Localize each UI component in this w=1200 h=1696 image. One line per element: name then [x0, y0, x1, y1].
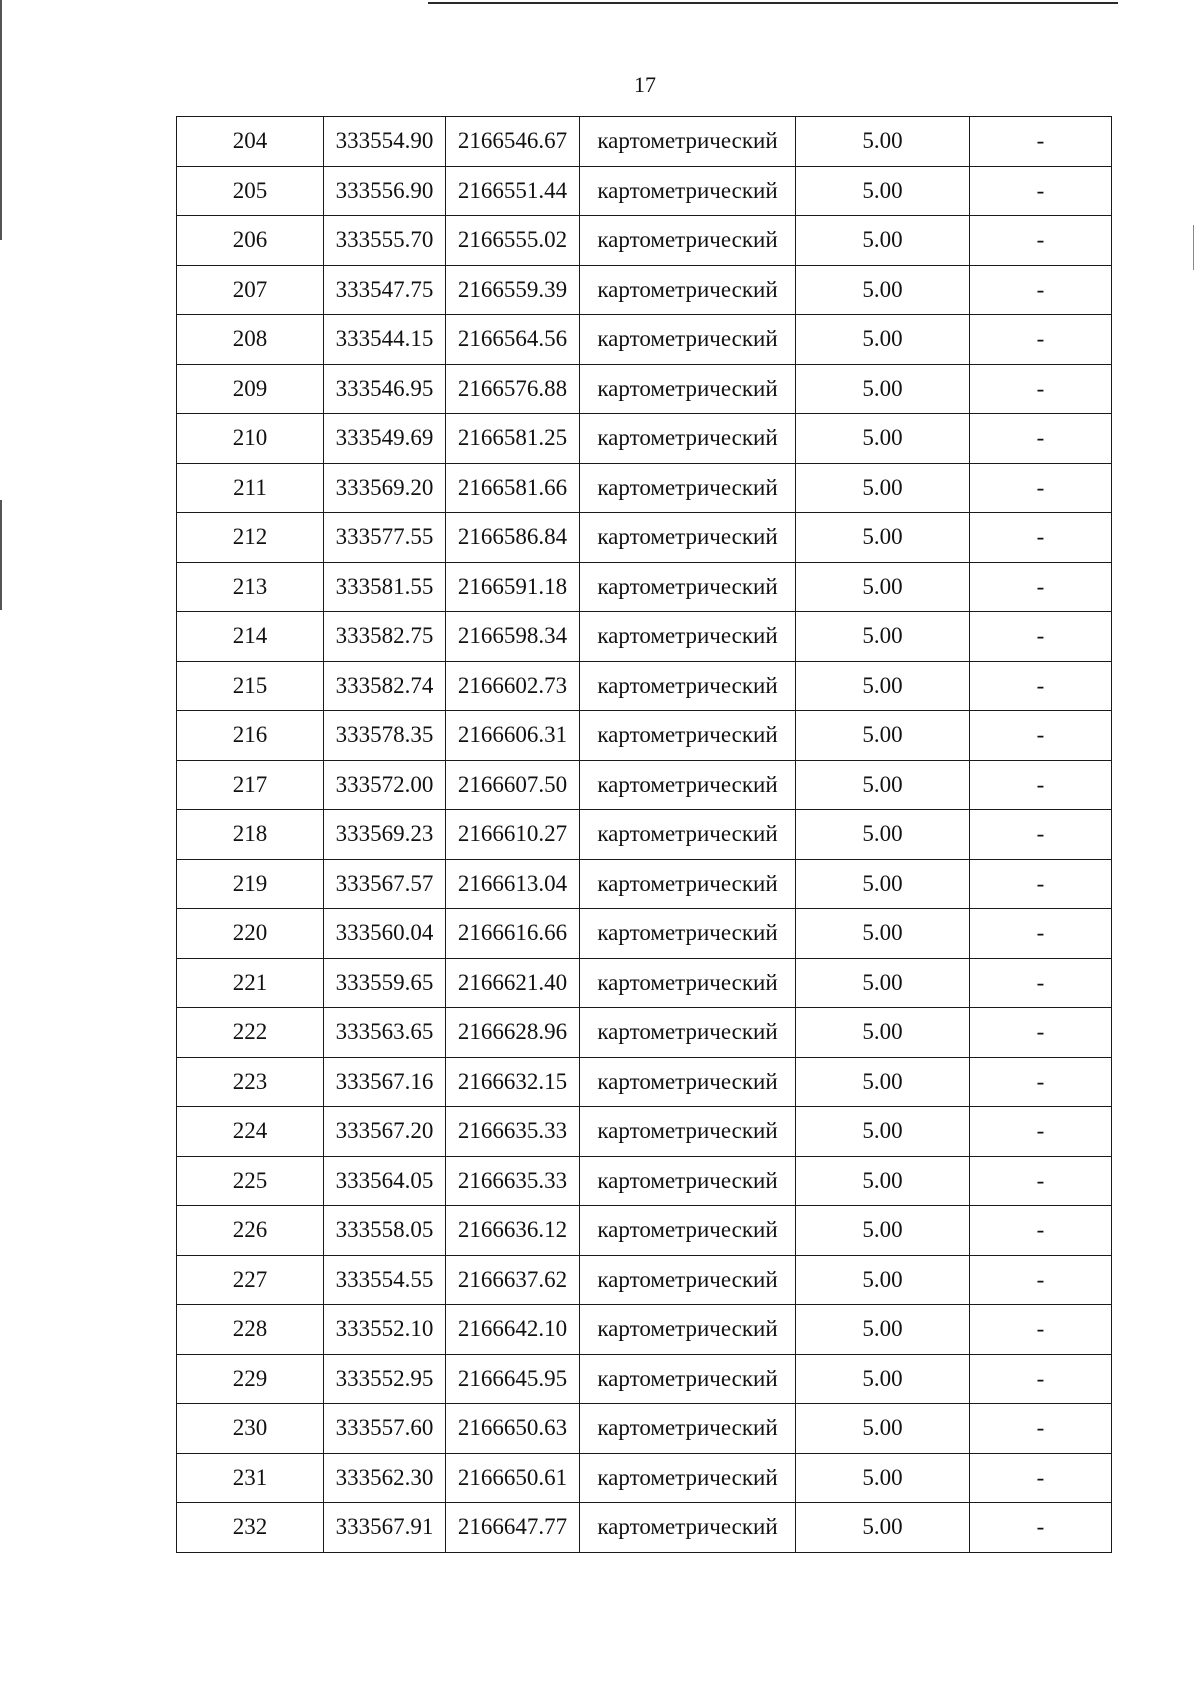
method-cell: картометрический [580, 909, 796, 959]
point-number-cell: 218 [177, 810, 324, 860]
point-number-cell: 226 [177, 1206, 324, 1256]
x-coordinate-cell: 333559.65 [324, 958, 446, 1008]
accuracy-cell: 5.00 [796, 1354, 970, 1404]
x-coordinate-cell: 333546.95 [324, 364, 446, 414]
extra-cell: - [970, 1305, 1112, 1355]
point-number-cell: 211 [177, 463, 324, 513]
x-coordinate-cell: 333567.20 [324, 1107, 446, 1157]
table-row [177, 414, 1112, 464]
accuracy-cell: 5.00 [796, 810, 970, 860]
y-coordinate-cell: 2166647.77 [446, 1503, 580, 1553]
method-cell: картометрический [580, 364, 796, 414]
method-cell: картометрический [580, 1057, 796, 1107]
accuracy-cell: 5.00 [796, 265, 970, 315]
y-coordinate-cell: 2166632.15 [446, 1057, 580, 1107]
x-coordinate-cell: 333557.60 [324, 1404, 446, 1454]
extra-cell: - [970, 216, 1112, 266]
method-cell: картометрический [580, 1404, 796, 1454]
point-number-cell: 221 [177, 958, 324, 1008]
table-row [177, 1156, 1112, 1206]
method-cell: картометрический [580, 760, 796, 810]
extra-cell: - [970, 265, 1112, 315]
accuracy-cell: 5.00 [796, 117, 970, 167]
accuracy-cell: 5.00 [796, 1305, 970, 1355]
method-cell: картометрический [580, 859, 796, 909]
y-coordinate-cell: 2166650.61 [446, 1453, 580, 1503]
method-cell: картометрический [580, 265, 796, 315]
point-number-cell: 225 [177, 1156, 324, 1206]
accuracy-cell: 5.00 [796, 958, 970, 1008]
accuracy-cell: 5.00 [796, 909, 970, 959]
accuracy-cell: 5.00 [796, 661, 970, 711]
extra-cell: - [970, 909, 1112, 959]
x-coordinate-cell: 333552.95 [324, 1354, 446, 1404]
accuracy-cell: 5.00 [796, 364, 970, 414]
point-number-cell: 232 [177, 1503, 324, 1553]
extra-cell: - [970, 859, 1112, 909]
table-row [177, 1453, 1112, 1503]
extra-cell: - [970, 1008, 1112, 1058]
method-cell: картометрический [580, 1354, 796, 1404]
method-cell: картометрический [580, 1107, 796, 1157]
extra-cell: - [970, 612, 1112, 662]
y-coordinate-cell: 2166635.33 [446, 1107, 580, 1157]
point-number-cell: 207 [177, 265, 324, 315]
y-coordinate-cell: 2166628.96 [446, 1008, 580, 1058]
x-coordinate-cell: 333567.91 [324, 1503, 446, 1553]
point-number-cell: 213 [177, 562, 324, 612]
accuracy-cell: 5.00 [796, 1404, 970, 1454]
y-coordinate-cell: 2166621.40 [446, 958, 580, 1008]
y-coordinate-cell: 2166607.50 [446, 760, 580, 810]
scan-edge-mark [1193, 225, 1194, 270]
extra-cell: - [970, 1404, 1112, 1454]
x-coordinate-cell: 333578.35 [324, 711, 446, 761]
x-coordinate-cell: 333544.15 [324, 315, 446, 365]
x-coordinate-cell: 333552.10 [324, 1305, 446, 1355]
method-cell: картометрический [580, 612, 796, 662]
table-row [177, 612, 1112, 662]
point-number-cell: 223 [177, 1057, 324, 1107]
table-row [177, 760, 1112, 810]
x-coordinate-cell: 333572.00 [324, 760, 446, 810]
y-coordinate-cell: 2166559.39 [446, 265, 580, 315]
method-cell: картометрический [580, 1156, 796, 1206]
x-coordinate-cell: 333569.20 [324, 463, 446, 513]
x-coordinate-cell: 333554.55 [324, 1255, 446, 1305]
table-row [177, 1255, 1112, 1305]
x-coordinate-cell: 333569.23 [324, 810, 446, 860]
extra-cell: - [970, 166, 1112, 216]
method-cell: картометрический [580, 711, 796, 761]
point-number-cell: 227 [177, 1255, 324, 1305]
extra-cell: - [970, 117, 1112, 167]
method-cell: картометрический [580, 166, 796, 216]
extra-cell: - [970, 1107, 1112, 1157]
extra-cell: - [970, 315, 1112, 365]
table-row [177, 661, 1112, 711]
y-coordinate-cell: 2166598.34 [446, 612, 580, 662]
accuracy-cell: 5.00 [796, 562, 970, 612]
point-number-cell: 224 [177, 1107, 324, 1157]
scan-edge-mark [0, 0, 2, 240]
x-coordinate-cell: 333582.74 [324, 661, 446, 711]
extra-cell: - [970, 1057, 1112, 1107]
table-row [177, 1354, 1112, 1404]
method-cell: картометрический [580, 117, 796, 167]
table-row [177, 711, 1112, 761]
y-coordinate-cell: 2166576.88 [446, 364, 580, 414]
x-coordinate-cell: 333560.04 [324, 909, 446, 959]
table-row [177, 1404, 1112, 1454]
x-coordinate-cell: 333582.75 [324, 612, 446, 662]
y-coordinate-cell: 2166610.27 [446, 810, 580, 860]
y-coordinate-cell: 2166650.63 [446, 1404, 580, 1454]
extra-cell: - [970, 1206, 1112, 1256]
point-number-cell: 205 [177, 166, 324, 216]
point-number-cell: 216 [177, 711, 324, 761]
y-coordinate-cell: 2166635.33 [446, 1156, 580, 1206]
method-cell: картометрический [580, 1453, 796, 1503]
method-cell: картометрический [580, 1503, 796, 1553]
y-coordinate-cell: 2166586.84 [446, 513, 580, 563]
y-coordinate-cell: 2166546.67 [446, 117, 580, 167]
table-row [177, 216, 1112, 266]
table-row [177, 1057, 1112, 1107]
table-row [177, 562, 1112, 612]
x-coordinate-cell: 333567.16 [324, 1057, 446, 1107]
extra-cell: - [970, 711, 1112, 761]
extra-cell: - [970, 1503, 1112, 1553]
table-row [177, 810, 1112, 860]
y-coordinate-cell: 2166581.66 [446, 463, 580, 513]
accuracy-cell: 5.00 [796, 1255, 970, 1305]
accuracy-cell: 5.00 [796, 711, 970, 761]
extra-cell: - [970, 958, 1112, 1008]
extra-cell: - [970, 1255, 1112, 1305]
accuracy-cell: 5.00 [796, 414, 970, 464]
scan-edge-mark [0, 500, 2, 610]
table-row [177, 463, 1112, 513]
y-coordinate-cell: 2166551.44 [446, 166, 580, 216]
y-coordinate-cell: 2166606.31 [446, 711, 580, 761]
table-row [177, 1008, 1112, 1058]
point-number-cell: 204 [177, 117, 324, 167]
table-row [177, 1305, 1112, 1355]
table-row [177, 265, 1112, 315]
extra-cell: - [970, 513, 1112, 563]
point-number-cell: 217 [177, 760, 324, 810]
y-coordinate-cell: 2166637.62 [446, 1255, 580, 1305]
point-number-cell: 208 [177, 315, 324, 365]
coordinates-table [176, 116, 1112, 1553]
point-number-cell: 215 [177, 661, 324, 711]
table-row [177, 859, 1112, 909]
x-coordinate-cell: 333577.55 [324, 513, 446, 563]
y-coordinate-cell: 2166555.02 [446, 216, 580, 266]
accuracy-cell: 5.00 [796, 1057, 970, 1107]
method-cell: картометрический [580, 1206, 796, 1256]
accuracy-cell: 5.00 [796, 1206, 970, 1256]
y-coordinate-cell: 2166613.04 [446, 859, 580, 909]
page-number: 17 [634, 72, 656, 97]
x-coordinate-cell: 333547.75 [324, 265, 446, 315]
point-number-cell: 214 [177, 612, 324, 662]
extra-cell: - [970, 760, 1112, 810]
accuracy-cell: 5.00 [796, 1503, 970, 1553]
table-row [177, 1107, 1112, 1157]
extra-cell: - [970, 661, 1112, 711]
table-row [177, 117, 1112, 167]
x-coordinate-cell: 333567.57 [324, 859, 446, 909]
accuracy-cell: 5.00 [796, 612, 970, 662]
y-coordinate-cell: 2166616.66 [446, 909, 580, 959]
point-number-cell: 228 [177, 1305, 324, 1355]
table-row [177, 909, 1112, 959]
y-coordinate-cell: 2166591.18 [446, 562, 580, 612]
method-cell: картометрический [580, 414, 796, 464]
scan-border-line [428, 2, 1118, 4]
y-coordinate-cell: 2166564.56 [446, 315, 580, 365]
method-cell: картометрический [580, 1008, 796, 1058]
table-row [177, 958, 1112, 1008]
extra-cell: - [970, 1156, 1112, 1206]
method-cell: картометрический [580, 463, 796, 513]
extra-cell: - [970, 414, 1112, 464]
accuracy-cell: 5.00 [796, 760, 970, 810]
point-number-cell: 209 [177, 364, 324, 414]
point-number-cell: 231 [177, 1453, 324, 1503]
x-coordinate-cell: 333558.05 [324, 1206, 446, 1256]
y-coordinate-cell: 2166602.73 [446, 661, 580, 711]
extra-cell: - [970, 562, 1112, 612]
x-coordinate-cell: 333554.90 [324, 117, 446, 167]
accuracy-cell: 5.00 [796, 1107, 970, 1157]
point-number-cell: 230 [177, 1404, 324, 1454]
extra-cell: - [970, 463, 1112, 513]
method-cell: картометрический [580, 562, 796, 612]
table-row [177, 1206, 1112, 1256]
accuracy-cell: 5.00 [796, 166, 970, 216]
accuracy-cell: 5.00 [796, 1156, 970, 1206]
method-cell: картометрический [580, 810, 796, 860]
point-number-cell: 212 [177, 513, 324, 563]
x-coordinate-cell: 333562.30 [324, 1453, 446, 1503]
point-number-cell: 229 [177, 1354, 324, 1404]
x-coordinate-cell: 333564.05 [324, 1156, 446, 1206]
point-number-cell: 210 [177, 414, 324, 464]
table-body [177, 117, 1112, 1553]
method-cell: картометрический [580, 315, 796, 365]
point-number-cell: 220 [177, 909, 324, 959]
method-cell: картометрический [580, 1305, 796, 1355]
y-coordinate-cell: 2166642.10 [446, 1305, 580, 1355]
method-cell: картометрический [580, 216, 796, 266]
table-row [177, 1503, 1112, 1553]
accuracy-cell: 5.00 [796, 1008, 970, 1058]
method-cell: картометрический [580, 513, 796, 563]
table-row [177, 513, 1112, 563]
x-coordinate-cell: 333549.69 [324, 414, 446, 464]
x-coordinate-cell: 333563.65 [324, 1008, 446, 1058]
x-coordinate-cell: 333555.70 [324, 216, 446, 266]
x-coordinate-cell: 333581.55 [324, 562, 446, 612]
method-cell: картометрический [580, 958, 796, 1008]
accuracy-cell: 5.00 [796, 315, 970, 365]
accuracy-cell: 5.00 [796, 513, 970, 563]
accuracy-cell: 5.00 [796, 1453, 970, 1503]
accuracy-cell: 5.00 [796, 859, 970, 909]
method-cell: картометрический [580, 1255, 796, 1305]
point-number-cell: 219 [177, 859, 324, 909]
table-row [177, 166, 1112, 216]
extra-cell: - [970, 1453, 1112, 1503]
extra-cell: - [970, 810, 1112, 860]
method-cell: картометрический [580, 661, 796, 711]
x-coordinate-cell: 333556.90 [324, 166, 446, 216]
y-coordinate-cell: 2166636.12 [446, 1206, 580, 1256]
extra-cell: - [970, 364, 1112, 414]
accuracy-cell: 5.00 [796, 463, 970, 513]
y-coordinate-cell: 2166581.25 [446, 414, 580, 464]
point-number-cell: 206 [177, 216, 324, 266]
table-row [177, 364, 1112, 414]
point-number-cell: 222 [177, 1008, 324, 1058]
accuracy-cell: 5.00 [796, 216, 970, 266]
y-coordinate-cell: 2166645.95 [446, 1354, 580, 1404]
extra-cell: - [970, 1354, 1112, 1404]
table-row [177, 315, 1112, 365]
